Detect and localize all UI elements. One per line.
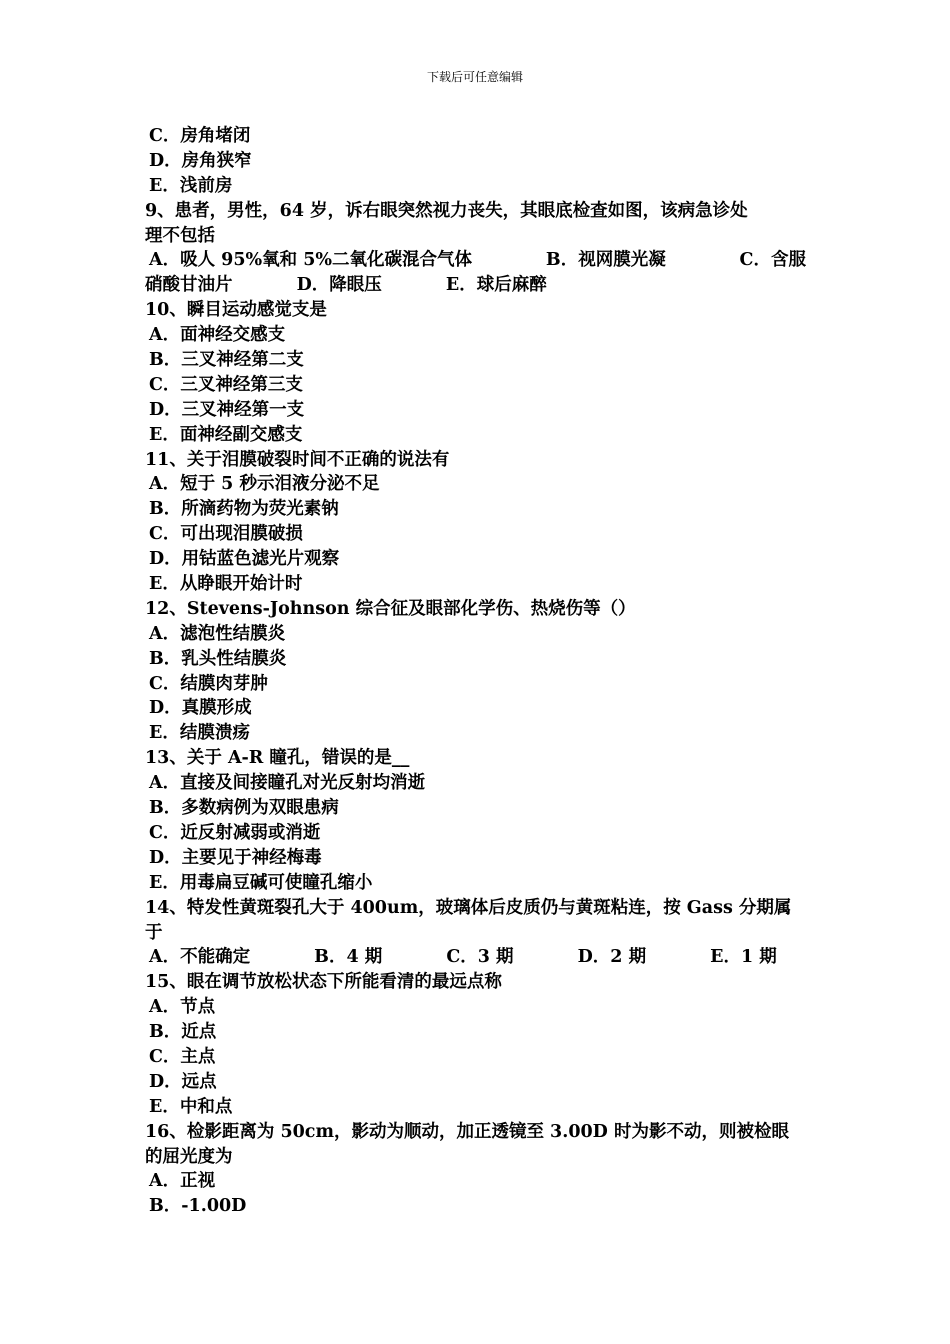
q10-option-b: B．三叉神经第二支 — [149, 350, 304, 371]
q12-option-b: B．乳头性结膜炎 — [149, 648, 287, 669]
q10-option-e: E．面神经副交感支 — [149, 424, 303, 445]
q9-option-d: D．降眼压 — [296, 275, 382, 296]
q11-option-d: D．用钴蓝色滤光片观察 — [149, 549, 340, 570]
q12-option-d: D．真膜形成 — [149, 698, 252, 719]
q13-option-b: B．多数病例为双眼患病 — [149, 798, 339, 819]
q15-option-d: D．远点 — [149, 1071, 217, 1092]
question-15: 15、眼在调节放松状态下所能看清的最远点称 — [145, 972, 502, 993]
q9-option-b: B．视网膜光凝 — [545, 250, 666, 271]
q13-option-d: D．主要见于神经梅毒 — [149, 847, 322, 868]
q14-option-c: C．3 期 — [446, 947, 514, 968]
q12-option-c: C．结膜肉芽肿 — [149, 673, 268, 694]
q14-option-e: E．1 期 — [710, 947, 777, 968]
page-header: 下载后可任意编辑 — [426, 70, 523, 84]
q13-option-a: A．直接及间接瞳孔对光反射均消逝 — [149, 773, 426, 794]
question-12: 12、Stevens-Johnson 综合征及眼部化学伤、热烧伤等（） — [145, 598, 636, 619]
q11-option-e: E．从睁眼开始计时 — [149, 574, 303, 595]
q15-option-e: E．中和点 — [149, 1096, 233, 1117]
q9-option-e: E．球后麻醉 — [445, 275, 547, 296]
question-10: 10、瞬目运动感觉支是 — [145, 300, 327, 321]
question-16-line2: 的屈光度为 — [145, 1146, 233, 1167]
q16-option-b: B．-1.00D — [149, 1196, 247, 1217]
question-9-options-row1 — [145, 248, 810, 273]
q15-option-a: A．节点 — [149, 997, 216, 1018]
q12-option-a: A．滤泡性结膜炎 — [149, 623, 286, 644]
option-d: D．房角狭窄 — [149, 150, 252, 171]
q11-option-b: B．所滴药物为荧光素钠 — [149, 499, 339, 520]
q15-option-c: C．主点 — [149, 1046, 216, 1067]
q9-option-c-cont: 硝酸甘油片 — [145, 275, 233, 296]
q13-option-c: C．近反射减弱或消逝 — [149, 822, 321, 843]
question-16-line1: 16、检影距离为 50cm，影动为顺动，加正透镜至 3.00D 时为影不动，则被检眼 — [145, 1121, 789, 1142]
q14-option-d: D．2 期 — [577, 947, 647, 968]
q10-option-a: A．面神经交感支 — [149, 325, 286, 346]
q16-option-a: A．正视 — [149, 1171, 216, 1192]
q10-option-c: C．三叉神经第三支 — [149, 374, 303, 395]
q9-option-a: A．吸人 95%氧和 5%二氧化碳混合气体 — [149, 250, 473, 271]
q11-option-c: C．可出现泪膜破损 — [149, 524, 303, 545]
question-9-options-row2 — [145, 273, 810, 298]
q10-option-d: D．三叉神经第一支 — [149, 399, 305, 420]
question-14-line1: 14、特发性黄斑裂孔大于 400um，玻璃体后皮质仍与黄斑粘连，按 Gass 分期属 — [145, 897, 792, 918]
q11-option-a: A．短于 5 秒示泪液分泌不足 — [149, 474, 380, 495]
option-c: C．房角堵闭 — [149, 126, 251, 146]
q12-option-e: E．结膜溃疡 — [149, 723, 250, 744]
q15-option-b: B．近点 — [149, 1022, 217, 1043]
question-9-line2: 理不包括 — [145, 225, 215, 246]
question-13: 13、关于 A-R 瞳孔，错误的是__ — [145, 748, 410, 769]
question-11: 11、关于泪膜破裂时间不正确的说法有 — [145, 449, 450, 470]
q13-option-e: E．用毒扁豆碱可使瞳孔缩小 — [149, 872, 373, 893]
question-14-options — [145, 945, 810, 970]
q14-option-b: B．4 期 — [314, 947, 383, 968]
question-14-line2: 于 — [145, 922, 163, 943]
q9-option-c: C．含服 — [739, 250, 806, 271]
q14-option-a: A．不能确定 — [149, 947, 251, 968]
question-9-line1: 9、患者，男性，64 岁，诉右眼突然视力丧失，其眼底检查如图，该病急诊处 — [145, 200, 748, 221]
document-body — [145, 124, 810, 1219]
option-e: E．浅前房 — [149, 175, 233, 196]
